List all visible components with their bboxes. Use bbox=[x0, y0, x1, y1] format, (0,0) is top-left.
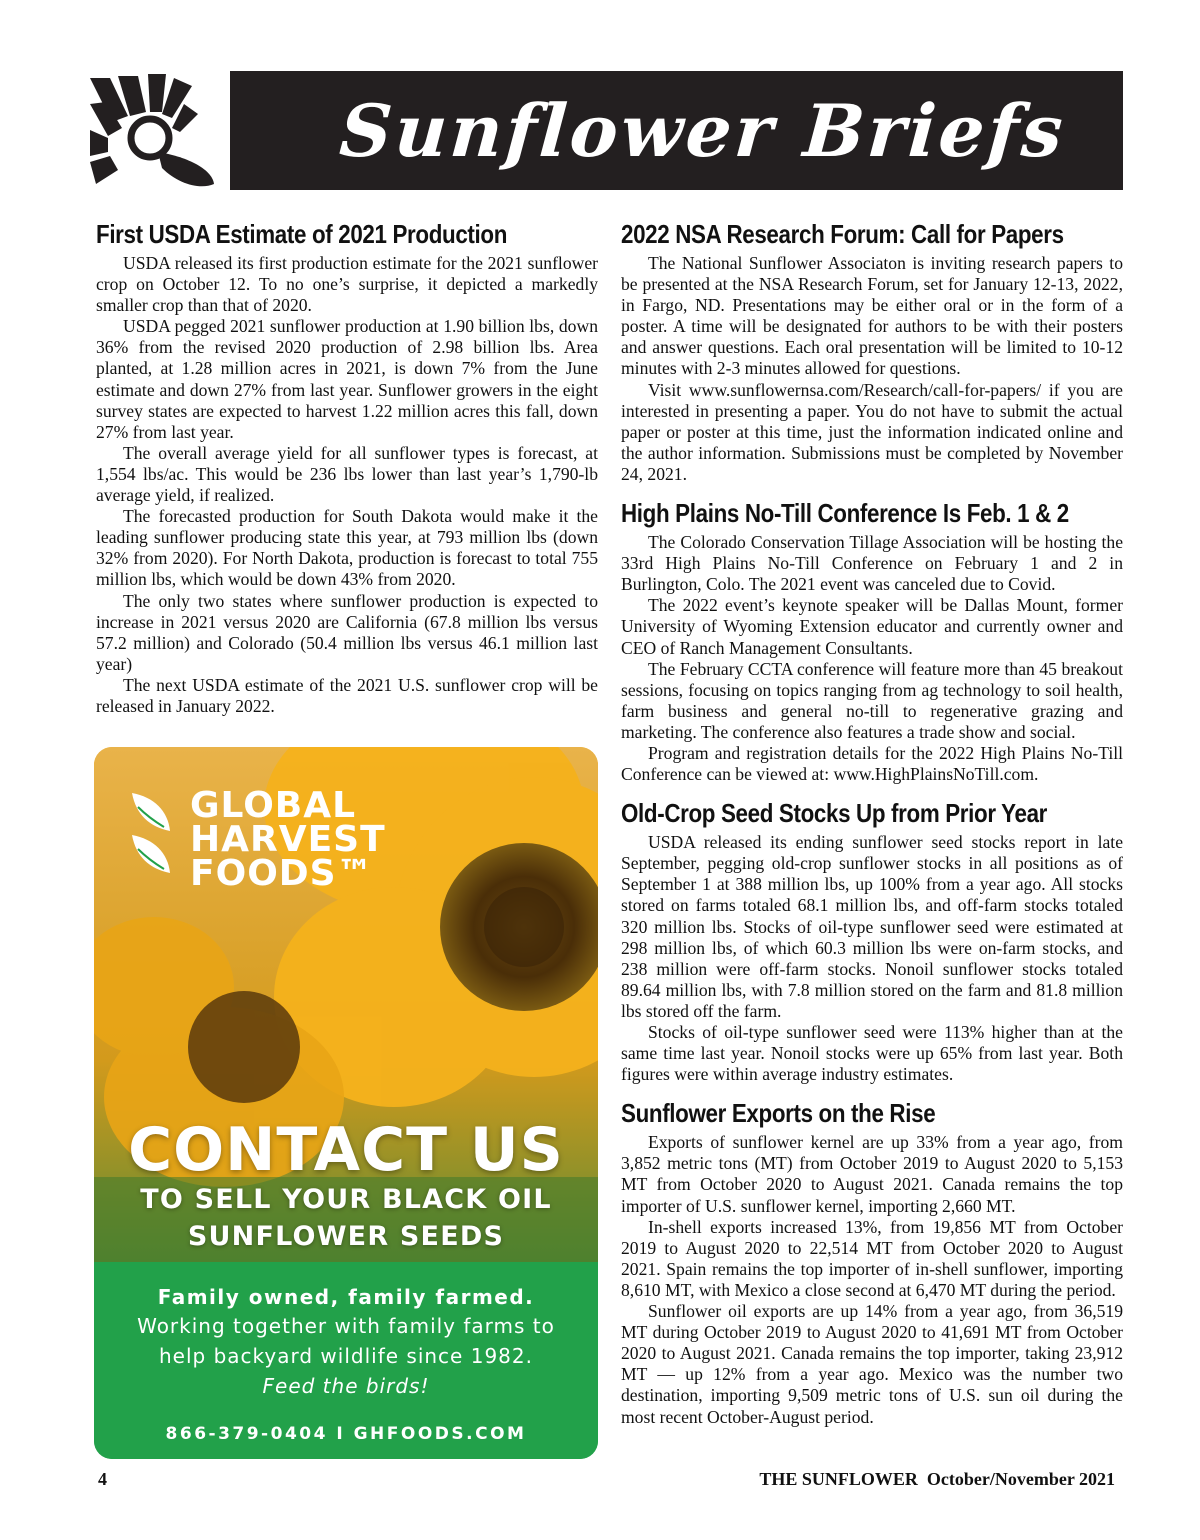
brand-line: FOODS™ bbox=[190, 853, 374, 894]
article-no-till-conference bbox=[621, 497, 1123, 785]
article-headline: Sunflower Exports on the Rise bbox=[621, 1098, 936, 1129]
article-research-forum bbox=[621, 218, 1123, 485]
article-paragraph: The next USDA estimate of the 2021 U.S. sunflower crop will be released in January 2022. bbox=[96, 674, 598, 716]
ad-headline: CONTACT US bbox=[128, 1115, 564, 1185]
article-headline: Old-Crop Seed Stocks Up from Prior Year bbox=[621, 798, 1048, 829]
ad-tagline-italic: Feed the birds! bbox=[262, 1374, 430, 1398]
article-paragraph: The 2022 event’s keynote speaker will be Dallas Mount, former University of Wyoming Extension educator and currently owner and CEO of Ranch Management Consultants. bbox=[621, 595, 1123, 658]
page-number: 4 bbox=[98, 1469, 107, 1489]
article-paragraph: Stocks of oil-type sunflower seed were 113% higher than at the same time last year. Nonoil stocks were up 65% from last year. Both figures were within average industry estimates. bbox=[621, 1022, 1123, 1085]
article-paragraph: USDA pegged 2021 sunflower production at 1.90 billion lbs, down 36% from the revised 2020 production of 2.98 billion lbs. Area planted, at 1.28 million acres in 2021, is down 7% from the June estimate and down 27% from last year. Sunflower growers in the eight survey states are expected to harvest 1.22 million acres this fall, down 27% from last year. bbox=[96, 316, 598, 442]
article-paragraph: In-shell exports increased 13%, from 19,856 MT from October 2019 to August 2020 to 22,514 MT from October 2020 to August 2021. Spain remains the top importer of in-shell sunflower, importing 8,610 MT, with Mexico a close second at 6,470 MT during the period. bbox=[621, 1216, 1123, 1300]
right-column bbox=[621, 218, 1123, 1440]
article-paragraph: Exports of sunflower kernel are up 33% from a year ago, from 3,852 metric tons (MT) from October 2019 to August 2020 to 5,153 MT from October 2020 to August 2021. Canada remains the top importer of U.S. sunflower kernel, importing 2,660 MT. bbox=[621, 1132, 1123, 1216]
brand-line: GLOBAL bbox=[190, 785, 357, 826]
article-paragraph: The February CCTA conference will feature more than 45 breakout sessions, focusing on topics ranging from ag technology to soil health, farm business and general no-till to regenerative grazing and marketing. The conference also features a trade show and social. bbox=[621, 658, 1123, 742]
brand-line: HARVEST bbox=[190, 819, 386, 860]
article-paragraph: The forecasted production for South Dakota would make it the leading sunflower producing state this year, at 793 million lbs (down 32% from 2020). For North Dakota, production is forecast to total 755 million lbs, which would be down 43% from 2020. bbox=[96, 506, 598, 590]
issue-line: THE SUNFLOWER October/November 2021 bbox=[759, 1469, 1115, 1489]
article-exports bbox=[621, 1097, 1123, 1427]
article-headline: 2022 NSA Research Forum: Call for Papers bbox=[621, 219, 1064, 249]
article-paragraph: The overall average yield for all sunflower types is forecast, at 1,554 lbs/ac. This would be 236 lbs lower than last year’s 1,790-lb average yield, if realized. bbox=[96, 442, 598, 506]
ad-subheadline-2: SUNFLOWER SEEDS bbox=[187, 1221, 505, 1252]
ad-contact-line[interactable]: 866-379-0404 I GHFOODS.COM bbox=[165, 1424, 527, 1444]
article-paragraph: The only two states where sunflower production is expected to increase in 2021 versus 2020 are California (67.8 million lbs versus 57.2 million) and Colorado (50.4 million lbs versus 46.1 million last year) bbox=[96, 590, 598, 674]
article-paragraph: USDA released its first production estimate for the 2021 sunflower crop on October 12. To no one’s surprise, it depicted a markedly smaller crop than that of 2020. bbox=[96, 253, 598, 316]
article-paragraph: Sunflower oil exports are up 14% from a year ago, from 36,519 MT during October 2019 to August 2020 to 41,691 MT from October 2020 to August 2021. Canada remains the top importer, taking 23,912 MT — up 12% from a year ago. Mexico was the number two destination, importing 9,509 metric tons of U.S. sun oil during the most recent October-August period. bbox=[621, 1301, 1123, 1427]
ad-tagline-line: Working together with family farms to bbox=[137, 1314, 555, 1338]
article-seed-stocks bbox=[621, 797, 1123, 1085]
ad-tagline-line: help backyard wildlife since 1982. bbox=[159, 1344, 533, 1368]
ad-subheadline-1: TO SELL YOUR BLACK OIL bbox=[140, 1184, 552, 1215]
sunflower-logo-icon bbox=[88, 72, 216, 190]
leaf-seed-icon bbox=[128, 787, 180, 891]
masthead-title: Sunflower Briefs bbox=[336, 88, 1069, 173]
article-headline: First USDA Estimate of 2021 Production bbox=[96, 219, 508, 249]
left-column bbox=[96, 218, 598, 729]
article-usda-estimate bbox=[96, 218, 598, 717]
article-paragraph: Visit www.sunflowernsa.com/Research/call-for-papers/ if you are interested in presenting a paper. You do not have to submit the actual paper or poster at this time, just the information indicated online and the author information. Submissions must be completed by November 24, 2021. bbox=[621, 379, 1123, 484]
ad-tagline-bold: Family owned, family farmed. bbox=[157, 1285, 535, 1309]
global-harvest-ad bbox=[94, 747, 598, 1459]
article-paragraph: The National Sunflower Associaton is inviting research papers to be presented at the NSA Research Forum, set for January 12-13, 2022, in Fargo, ND. Presentations may be either oral or in the form of a poster. A time will be designated for authors to be with their posters and answer questions. Each oral presentation will be limited to 10-12 minutes with 2-3 minutes allowed for questions. bbox=[621, 253, 1123, 379]
brand-wordmark bbox=[190, 785, 470, 894]
masthead-banner bbox=[230, 71, 1123, 190]
article-paragraph: The Colorado Conservation Tillage Association will be hosting the 33rd High Plains No-Till Conference on February 1 and 2 in Burlington, Colo. The 2021 event was canceled due to Covid. bbox=[621, 532, 1123, 595]
article-headline: High Plains No-Till Conference Is Feb. 1 & 2 bbox=[621, 498, 1069, 529]
article-paragraph: Program and registration details for the 2022 High Plains No-Till Conference can be viewed at: www.HighPlainsNoTill.com. bbox=[621, 742, 1123, 785]
article-paragraph: USDA released its ending sunflower seed stocks report in late September, pegging old-crop sunflower stocks in all positions as of September 1 at 388 million lbs, up 100% from a year ago. All stocks stored on farms totaled 68.1 million lbs, and off-farm stocks totaled 320 million lbs. Stocks of oil-type sunflower seed were estimated at 298 million lbs, of which 60.3 million lbs were on-farm stocks, and 238 million were off-farm stocks. Nonoil sunflower stocks totaled 89.64 million lbs, with 7.8 million stored on the farm and 81.8 million lbs stored off the farm. bbox=[621, 832, 1123, 1021]
